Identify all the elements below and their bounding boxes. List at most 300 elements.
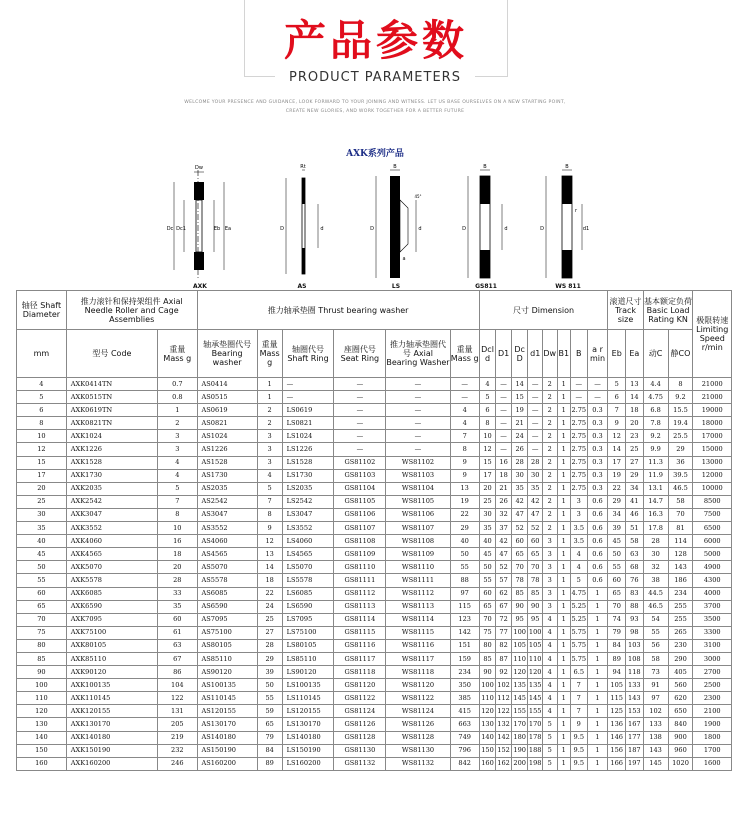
table-cell: AS5070 [197, 561, 257, 574]
table-cell: GS81116 [334, 639, 386, 652]
col-speed: 极限转速 Limiting Speed r/min [693, 291, 732, 378]
table-cell: AS80105 [197, 639, 257, 652]
table-cell: 146 [608, 731, 626, 744]
table-cell: AS4060 [197, 535, 257, 548]
table-cell: AXK6590 [66, 600, 157, 613]
table-cell: 63 [626, 548, 644, 561]
table-cell: GS81109 [334, 548, 386, 561]
table-cell: 4 [158, 469, 197, 482]
table-cell: 4 [479, 378, 496, 391]
table-cell: 5.25 [570, 600, 587, 613]
table-cell: 16 [158, 535, 197, 548]
table-cell: 55 [608, 561, 626, 574]
table-cell: 0.8 [158, 391, 197, 404]
page-subtitle [0, 70, 750, 85]
table-cell: 15 [511, 391, 528, 404]
table-cell: GS81102 [334, 456, 386, 469]
table-cell: GS81124 [334, 705, 386, 718]
table-cell: AS0619 [197, 404, 257, 417]
table-cell: 39 [257, 666, 282, 679]
table-cell: 56 [643, 639, 668, 652]
gs811-cross-section [446, 160, 526, 290]
col-seat-ring: 座圈代号 Seat Ring [334, 330, 386, 378]
table-cell: 33 [158, 587, 197, 600]
table-cell: 25 [479, 495, 496, 508]
table-cell: 1 [557, 600, 570, 613]
table-cell: 0.3 [587, 404, 608, 417]
table-cell: 28 [528, 456, 543, 469]
table-cell: AXK1024 [66, 430, 157, 443]
table-cell: 13 [450, 482, 479, 495]
table-cell: 21000 [693, 391, 732, 404]
table-cell: 120 [17, 705, 67, 718]
table-cell: 105 [511, 639, 528, 652]
table-cell: LS5578 [282, 574, 334, 587]
table-cell: 85 [479, 652, 496, 665]
axk-cross-section [160, 160, 240, 290]
table-cell: AXK6085 [66, 587, 157, 600]
table-cell: 110 [511, 652, 528, 665]
table-cell: 6 [608, 391, 626, 404]
table-cell: 4.4 [643, 378, 668, 391]
table-cell: 0.3 [587, 417, 608, 430]
table-cell: 3 [542, 600, 557, 613]
table-cell: 51 [626, 522, 644, 535]
table-cell: 1 [557, 456, 570, 469]
table-cell: WS81103 [386, 469, 450, 482]
table-cell: 197 [626, 757, 644, 770]
table-cell: 9.9 [643, 443, 668, 456]
col-ea: Ea [626, 330, 644, 378]
table-cell: 3500 [693, 613, 732, 626]
table-cell: 2700 [693, 666, 732, 679]
table-cell: GS81132 [334, 757, 386, 770]
table-cell: 65 [257, 718, 282, 731]
col-code: 型号 Code [66, 330, 157, 378]
table-cell: 100 [479, 679, 496, 692]
table-cell: 128 [668, 548, 693, 561]
table-cell: 28 [511, 456, 528, 469]
table-cell: 3 [158, 430, 197, 443]
table-cell: 18 [626, 404, 644, 417]
table-cell: LS80105 [282, 639, 334, 652]
table-cell: 1 [557, 443, 570, 456]
table-cell: 1600 [693, 757, 732, 770]
table-cell: 2 [542, 482, 557, 495]
table-cell: 2 [542, 404, 557, 417]
table-cell: 18 [257, 574, 282, 587]
table-cell: 17000 [693, 430, 732, 443]
table-cell: 120 [511, 666, 528, 679]
table-cell: AXK7095 [66, 613, 157, 626]
table-cell: 61 [158, 626, 197, 639]
drawing-ls [356, 160, 436, 290]
table-cell: — [334, 391, 386, 404]
table-cell: 5 [608, 378, 626, 391]
table-cell: 21 [496, 482, 512, 495]
table-cell: GS81128 [334, 731, 386, 744]
table-cell: 8 [158, 508, 197, 521]
table-cell: 27 [257, 626, 282, 639]
page-header [0, 0, 750, 135]
table-cell: 25 [626, 443, 644, 456]
table-cell: 6 [479, 404, 496, 417]
table-cell: 200 [511, 757, 528, 770]
table-cell: 3100 [693, 639, 732, 652]
table-cell: 4 [542, 679, 557, 692]
table-cell: 70 [511, 561, 528, 574]
table-cell: AS2035 [197, 482, 257, 495]
table-cell: AXK110145 [66, 692, 157, 705]
table-cell: 57 [496, 574, 512, 587]
col-stat-co: 静CO [668, 330, 693, 378]
table-cell: 1 [257, 378, 282, 391]
table-cell: 4 [542, 705, 557, 718]
table-cell: 9 [450, 469, 479, 482]
table-cell: GS81111 [334, 574, 386, 587]
table-cell: 265 [668, 626, 693, 639]
table-cell: LS0821 [282, 417, 334, 430]
table-row [17, 508, 732, 521]
drawing-label-gs811: GS811 [475, 283, 497, 290]
table-cell: 166 [608, 757, 626, 770]
table-cell: GS81112 [334, 587, 386, 600]
table-cell: AXK0821TN [66, 417, 157, 430]
table-cell: 10 [479, 430, 496, 443]
table-cell: LS6590 [282, 600, 334, 613]
table-cell: 3 [257, 443, 282, 456]
table-cell: 136 [608, 718, 626, 731]
table-cell: 79 [257, 731, 282, 744]
table-cell: WS81108 [386, 535, 450, 548]
table-cell: — [386, 404, 450, 417]
page-title: 产品参数 [283, 16, 468, 65]
table-cell: 160 [479, 757, 496, 770]
table-cell: 162 [496, 757, 512, 770]
col-b: B [570, 330, 587, 378]
table-cell: 70 [668, 508, 693, 521]
table-cell: 34 [608, 508, 626, 521]
table-cell: 190 [511, 744, 528, 757]
table-cell: 5 [257, 482, 282, 495]
table-row [17, 757, 732, 770]
table-cell: 24 [257, 600, 282, 613]
table-cell: 21 [511, 417, 528, 430]
table-cell: AS0821 [197, 417, 257, 430]
table-cell: 17 [17, 469, 67, 482]
table-cell: LS85110 [282, 652, 334, 665]
table-cell: 151 [450, 639, 479, 652]
table-cell: 150 [17, 744, 67, 757]
table-cell: LS2542 [282, 495, 334, 508]
table-cell: 405 [668, 666, 693, 679]
table-cell: 4.75 [570, 587, 587, 600]
table-cell: — [570, 378, 587, 391]
table-cell: 178 [528, 731, 543, 744]
table-cell: 9.5 [570, 744, 587, 757]
table-cell: 3 [570, 495, 587, 508]
table-cell: 0.6 [587, 561, 608, 574]
table-cell: — [334, 378, 386, 391]
table-cell: 32 [643, 561, 668, 574]
table-cell: 105 [608, 679, 626, 692]
table-cell: GS81103 [334, 469, 386, 482]
table-cell: 55 [257, 692, 282, 705]
dim-a: a [402, 256, 406, 262]
table-cell: 52 [496, 561, 512, 574]
table-cell: AXK80105 [66, 639, 157, 652]
table-cell: 90 [17, 666, 67, 679]
table-cell: 4 [158, 456, 197, 469]
table-cell: 90 [528, 600, 543, 613]
table-cell: 1 [557, 731, 570, 744]
table-cell: 1 [557, 666, 570, 679]
table-cell: 87 [496, 652, 512, 665]
table-cell: LS130170 [282, 718, 334, 731]
table-cell: 5.75 [570, 639, 587, 652]
table-cell: 4 [542, 639, 557, 652]
table-cell: AXK0414TN [66, 378, 157, 391]
table-cell: 20 [158, 561, 197, 574]
table-cell: 143 [643, 744, 668, 757]
table-cell: — [528, 443, 543, 456]
table-cell: 3 [570, 508, 587, 521]
table-cell: 170 [511, 718, 528, 731]
table-cell: LS110145 [282, 692, 334, 705]
table-cell: 89 [608, 652, 626, 665]
table-cell: 20 [626, 417, 644, 430]
table-cell: LS7095 [282, 613, 334, 626]
table-cell: AS1226 [197, 443, 257, 456]
table-cell: 130 [17, 718, 67, 731]
table-cell: LS3047 [282, 508, 334, 521]
table-cell: 58 [668, 495, 693, 508]
table-cell: 29 [608, 495, 626, 508]
table-cell: 1 [557, 469, 570, 482]
table-cell: — [450, 378, 479, 391]
table-cell: WS81109 [386, 548, 450, 561]
table-cell: 145 [528, 692, 543, 705]
table-cell: LS6085 [282, 587, 334, 600]
table-cell: 104 [158, 679, 197, 692]
table-cell: 45 [479, 548, 496, 561]
table-cell: 143 [668, 561, 693, 574]
table-cell: AXK2035 [66, 482, 157, 495]
table-cell: 122 [496, 705, 512, 718]
table-cell: GS81114 [334, 613, 386, 626]
table-cell: 143 [626, 692, 644, 705]
table-cell: 560 [668, 679, 693, 692]
table-cell: 3 [542, 561, 557, 574]
table-row [17, 600, 732, 613]
table-cell: 2 [542, 522, 557, 535]
table-cell: 3 [542, 535, 557, 548]
table-cell: 7 [158, 495, 197, 508]
table-cell: 70 [528, 561, 543, 574]
table-cell: 55 [450, 561, 479, 574]
table-cell: 46 [626, 508, 644, 521]
table-row [17, 548, 732, 561]
table-cell: 4300 [693, 574, 732, 587]
table-cell: 1 [557, 482, 570, 495]
table-cell: WS81116 [386, 639, 450, 652]
table-cell: 95 [511, 613, 528, 626]
table-cell: 1 [587, 613, 608, 626]
table-cell: 1 [557, 692, 570, 705]
table-cell: 4900 [693, 561, 732, 574]
table-cell: 60 [17, 587, 67, 600]
table-cell: 70 [479, 613, 496, 626]
table-cell: 70 [608, 600, 626, 613]
table-cell: — [386, 391, 450, 404]
table-cell: 230 [668, 639, 693, 652]
table-cell: 4 [257, 469, 282, 482]
table-cell: AS0414 [197, 378, 257, 391]
col-load-rating: 基本额定负荷 Basic Load Rating KN [643, 291, 693, 330]
table-cell: AS90120 [197, 666, 257, 679]
table-cell: 17 [608, 456, 626, 469]
table-cell: 40 [479, 535, 496, 548]
table-cell: 2 [542, 456, 557, 469]
table-cell: 2100 [693, 705, 732, 718]
table-cell: GS81106 [334, 508, 386, 521]
table-cell: — [334, 430, 386, 443]
table-cell: — [496, 417, 512, 430]
title-frame [244, 0, 508, 77]
table-cell: AS6590 [197, 600, 257, 613]
table-cell: 2 [257, 404, 282, 417]
dim-ea: Ea [224, 226, 232, 232]
table-cell: 19 [608, 469, 626, 482]
dim-dw: Dw [195, 165, 203, 171]
dim-rt: Rt [300, 164, 306, 170]
table-cell: 155 [528, 705, 543, 718]
table-cell: 26 [496, 495, 512, 508]
table-cell: 0.3 [587, 469, 608, 482]
table-cell: 2 [542, 430, 557, 443]
table-cell: 180 [511, 731, 528, 744]
table-cell: 18000 [693, 417, 732, 430]
col-dimension: 尺寸 Dimension [479, 291, 608, 330]
table-cell: 5 [17, 391, 67, 404]
col-mass-3: 重量 Mass g [450, 330, 479, 378]
table-cell: AXK1226 [66, 443, 157, 456]
table-cell: WS81117 [386, 652, 450, 665]
table-cell: AS3552 [197, 522, 257, 535]
table-cell: WS81114 [386, 613, 450, 626]
col-dyn-c: 动C [643, 330, 668, 378]
table-cell: 122 [158, 692, 197, 705]
table-cell: 4 [450, 404, 479, 417]
table-cell: 290 [668, 652, 693, 665]
table-row [17, 535, 732, 548]
table-cell: 5 [570, 574, 587, 587]
table-cell: 95 [528, 613, 543, 626]
table-cell: 37 [496, 522, 512, 535]
table-cell: 5 [542, 744, 557, 757]
table-cell: 6000 [693, 535, 732, 548]
table-cell: 47 [511, 508, 528, 521]
table-cell: 188 [528, 744, 543, 757]
table-cell: 21000 [693, 378, 732, 391]
table-cell: 4 [570, 561, 587, 574]
table-cell: AS85110 [197, 652, 257, 665]
table-cell: WS81120 [386, 679, 450, 692]
dim-d1: d1 [582, 226, 590, 232]
table-cell: 3 [542, 574, 557, 587]
table-cell: 55 [643, 626, 668, 639]
table-cell: 8 [17, 417, 67, 430]
table-cell: AS110145 [197, 692, 257, 705]
table-cell: 7 [570, 679, 587, 692]
table-cell: 796 [450, 744, 479, 757]
table-cell: 5 [542, 731, 557, 744]
table-cell: 9 [257, 522, 282, 535]
table-cell: 1 [557, 574, 570, 587]
table-cell: 1 [557, 744, 570, 757]
table-cell: 4 [542, 626, 557, 639]
table-cell: 18 [496, 469, 512, 482]
table-cell: 840 [668, 718, 693, 731]
table-cell: — [282, 378, 334, 391]
table-cell: LS1730 [282, 469, 334, 482]
table-cell: WS81105 [386, 495, 450, 508]
table-cell: WS81132 [386, 757, 450, 770]
table-cell: 46.5 [643, 600, 668, 613]
table-cell: 41 [626, 495, 644, 508]
table-row [17, 666, 732, 679]
table-cell: 52 [528, 522, 543, 535]
table-row [17, 391, 732, 404]
table-cell: AS100135 [197, 679, 257, 692]
table-cell: 3 [542, 548, 557, 561]
table-cell: 4 [542, 652, 557, 665]
table-cell: 20 [17, 482, 67, 495]
table-cell: AS1024 [197, 430, 257, 443]
table-cell: 100 [17, 679, 67, 692]
table-cell: 22 [608, 482, 626, 495]
table-cell: 12 [17, 443, 67, 456]
table-cell: 11.3 [643, 456, 668, 469]
table-cell: 9.2 [668, 391, 693, 404]
table-cell: 29 [626, 469, 644, 482]
table-cell: 3.5 [570, 535, 587, 548]
table-cell: 350 [450, 679, 479, 692]
table-cell: 133 [643, 718, 668, 731]
table-cell: LS75100 [282, 626, 334, 639]
table-cell: 2.75 [570, 417, 587, 430]
table-cell: 15 [479, 456, 496, 469]
table-cell: 3 [257, 430, 282, 443]
col-track-size: 滚道尺寸 Track size [608, 291, 643, 330]
table-cell: LS1528 [282, 456, 334, 469]
table-cell: — [496, 391, 512, 404]
table-cell: 1 [557, 391, 570, 404]
drawing-as [262, 160, 342, 290]
table-cell: — [528, 378, 543, 391]
table-cell: — [528, 404, 543, 417]
table-cell: 10 [17, 430, 67, 443]
table-cell: 67 [496, 600, 512, 613]
table-row [17, 692, 732, 705]
dim-b: B [483, 164, 487, 170]
table-cell: 14 [257, 561, 282, 574]
table-cell: 7 [608, 404, 626, 417]
table-cell: 156 [608, 744, 626, 757]
table-cell: 77 [496, 626, 512, 639]
table-cell: 0.3 [587, 482, 608, 495]
table-cell: GS81130 [334, 744, 386, 757]
